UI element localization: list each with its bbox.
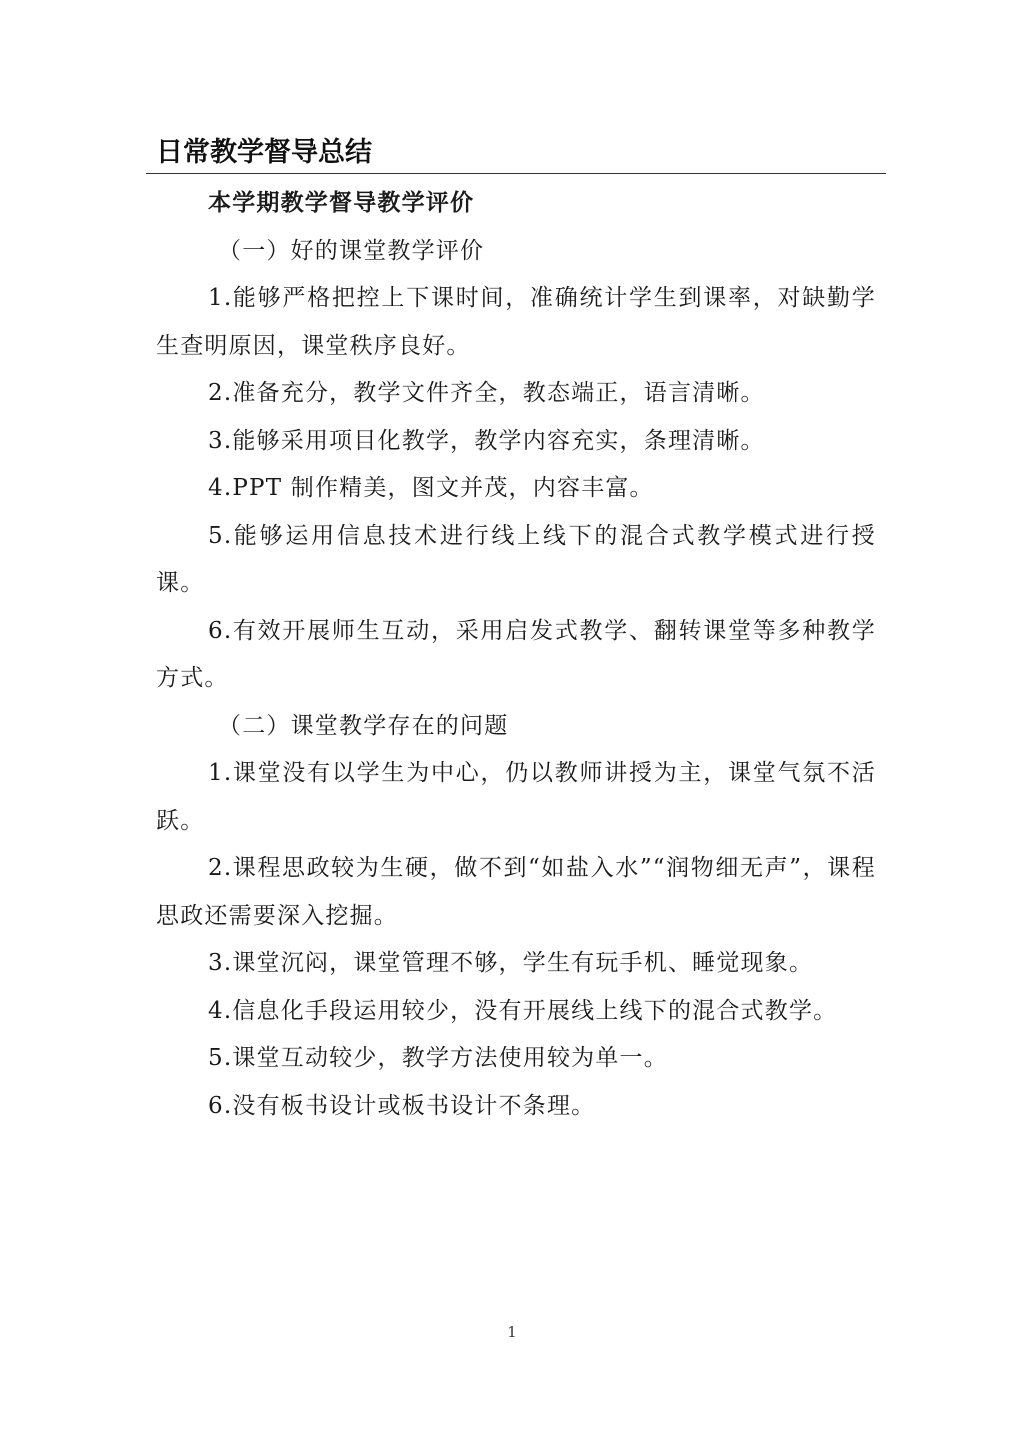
document-body: [156, 180, 876, 1130]
section-heading-problems: （二）课堂教学存在的问题: [218, 712, 509, 739]
list-item: 5.能够运用信息技术进行线上线下的混合式教学模式进行授课。: [156, 522, 876, 596]
list-item: 5.课堂互动较少，教学方法使用较为单一。: [208, 1045, 668, 1071]
list-item: 4.PPT 制作精美，图文并茂，内容丰富。: [208, 475, 654, 501]
list-item: 6.没有板书设计或板书设计不条理。: [208, 1092, 596, 1119]
list-item: 3.课堂沉闷，课堂管理不够，学生有玩手机、睡觉现象。: [208, 950, 814, 976]
subheading: 本学期教学督导教学评价: [208, 190, 475, 216]
list-item: 3.能够采用项目化教学，教学内容充实，条理清晰。: [208, 427, 765, 454]
list-item: 6.有效开展师生互动，采用启发式教学、翻转课堂等多种教学方式。: [156, 617, 876, 691]
list-item: 4.信息化手段运用较少，没有开展线上线下的混合式教学。: [208, 997, 838, 1024]
title-divider: [146, 173, 886, 174]
page-number: 1: [507, 1323, 517, 1341]
list-item: 2.课程思政较为生硬，做不到“如盐入水”“润物细无声”，课程思政还需要深入挖掘。: [156, 855, 876, 929]
list-item: 1.课堂没有以学生为中心，仍以教师讲授为主，课堂气氛不活跃。: [156, 760, 876, 834]
list-item: 2.准备充分，教学文件齐全，教态端正，语言清晰。: [208, 380, 765, 406]
section-heading-good: （一）好的课堂教学评价: [218, 237, 485, 264]
list-item: 1.能够严格把控上下课时间，准确统计学生到课率，对缺勤学生查明原因，课堂秩序良好。: [156, 285, 876, 359]
document-title: 日常教学督导总结: [156, 137, 372, 168]
